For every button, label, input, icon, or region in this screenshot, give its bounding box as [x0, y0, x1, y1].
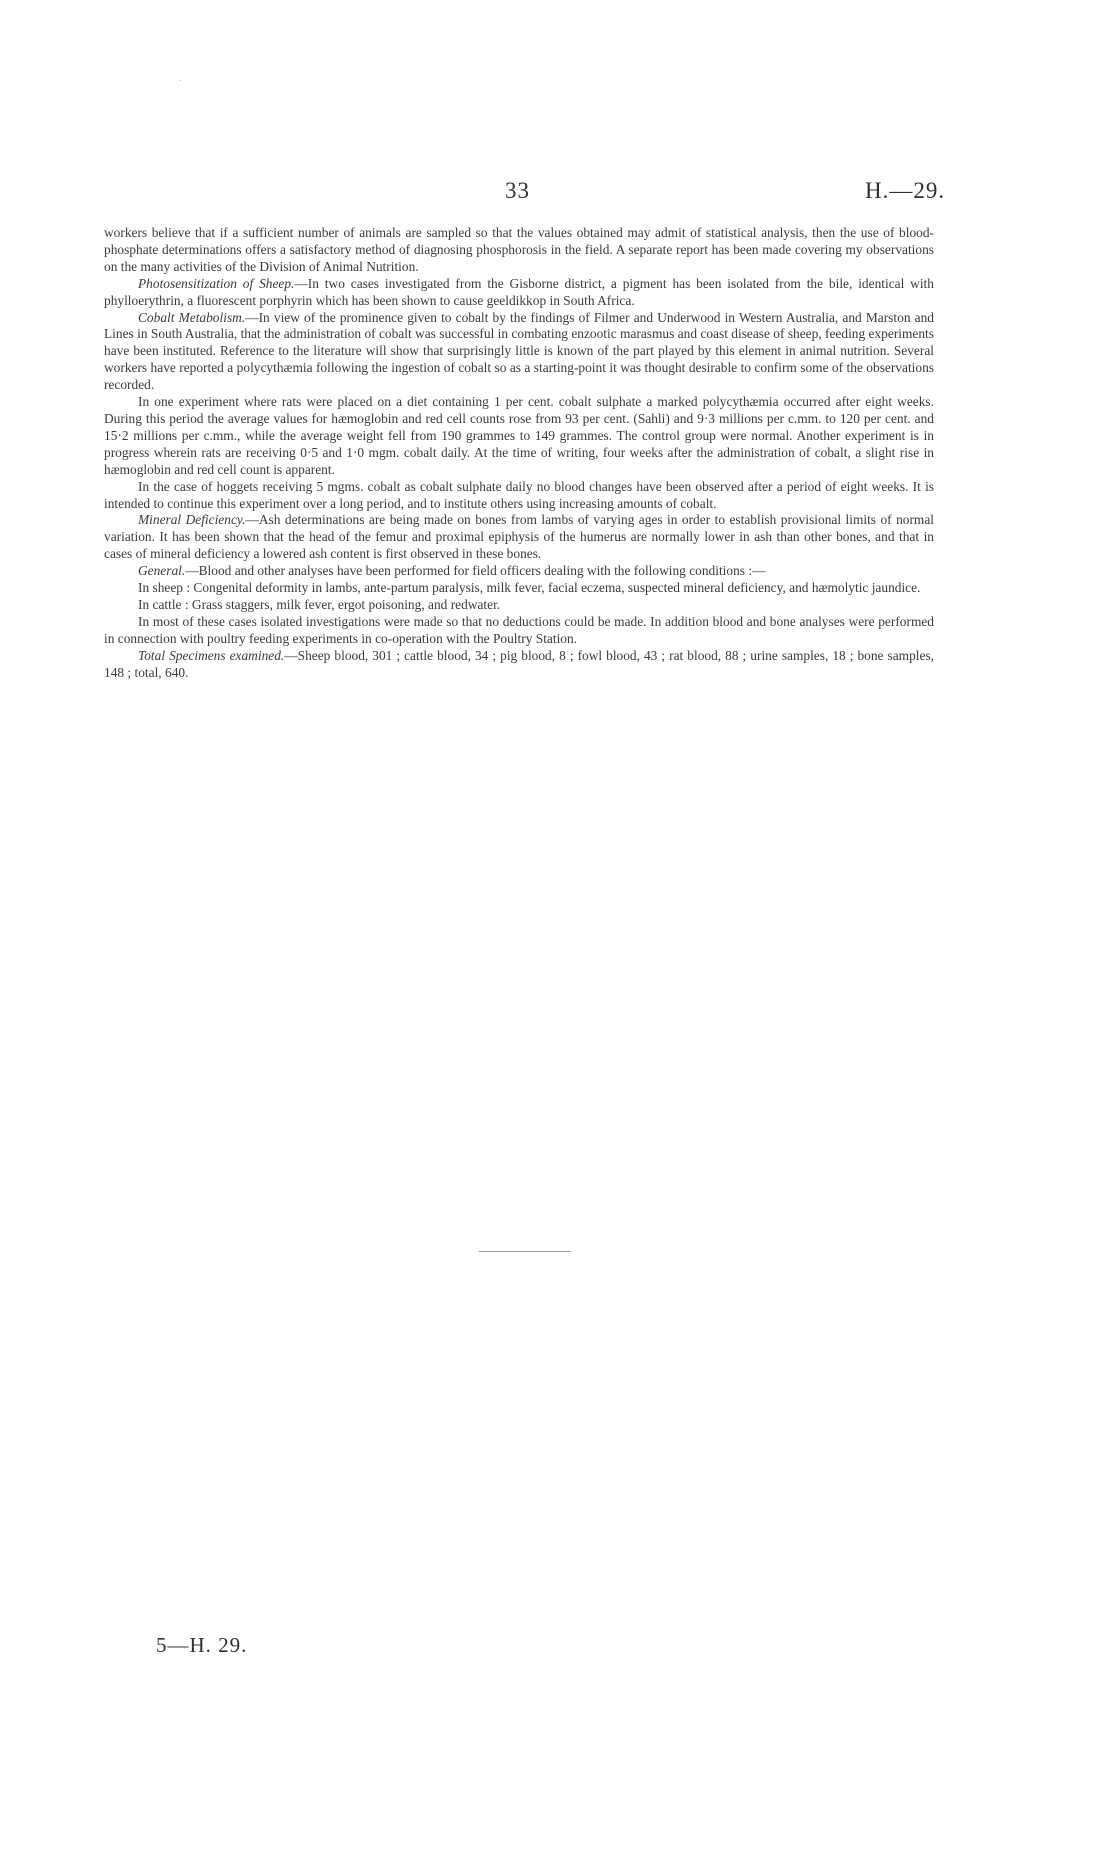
paragraph-text: In sheep : Congenital deformity in lambs, ante-partum paralysis, milk fever, facial eczema, suspected mineral deficiency, and hæmolytic jaundice.	[138, 580, 921, 596]
document-reference: H.—29.	[865, 178, 946, 203]
paragraph-rat-experiment	[104, 394, 934, 479]
paragraph-text: In cattle : Grass staggers, milk fever, ergot poisoning, and redwater.	[138, 596, 501, 612]
paragraph-phosphorosis-continued	[104, 225, 934, 276]
paragraph-text: —Sheep blood, 301 ; cattle blood, 34 ; pig blood, 8 ; fowl blood, 43 ; rat blood, 88 ; urine samples, 18 ; bone samples, 148 ; total, 640.	[104, 647, 934, 680]
section-heading: Total Specimens examined.	[138, 647, 285, 663]
paragraph-cobalt-metabolism	[104, 310, 934, 395]
scan-speck	[180, 80, 181, 81]
page-number: 33	[505, 178, 530, 203]
section-heading: Cobalt Metabolism.	[138, 309, 246, 325]
section-heading: Mineral Deficiency.	[138, 512, 246, 528]
paragraph-text: —Blood and other analyses have been performed for field officers dealing with the following conditions :—	[185, 563, 766, 579]
paragraph-isolated-investigations	[104, 614, 934, 648]
paragraph-cattle-conditions	[104, 597, 934, 614]
paragraph-text: In most of these cases isolated investigations were made so that no deductions could be made. In addition blood and bone analyses were performed in connection with poultry feeding experiments in co-operation with the Poultry Station.	[104, 613, 934, 646]
paragraph-text: In the case of hoggets receiving 5 mgms. cobalt as cobalt sulphate daily no blood changes have been observed after a period of eight weeks. It is intended to continue this experiment over a long period, and to institute others using increasing amounts of cobalt.	[104, 478, 934, 511]
paragraph-text: —In two cases investigated from the Gisborne district, a pigment has been isolated from the bile, identical with phylloerythrin, a fluorescent porphyrin which has been shown to cause geeldikkop in South Africa.	[104, 275, 934, 308]
paragraph-text: workers believe that if a sufficient number of animals are sampled so that the values obtained may admit of statistical analysis, then the use of blood-phosphate determinations offers a satisfactory method of diagnosing phosphorosis in the field. A separate report has been made covering my observations on the many activities of the Division of Animal Nutrition.	[104, 225, 934, 274]
section-heading: Photosensitization of Sheep.	[138, 275, 295, 291]
paragraph-mineral-deficiency	[104, 512, 934, 563]
paragraph-text: In one experiment where rats were placed on a diet containing 1 per cent. cobalt sulphate a marked polycythæmia occurred after eight weeks. During this period the average values for hæmoglobin and red cell counts rose from 93 per cent. (Sahli) and 9·3 millions per c.mm. to 120 per cent. and 15·2 millions per c.mm., while the average weight fell from 190 grammes to 149 grammes. The control group were normal. Another experiment is in progress wherein rats are receiving 0·5 and 1·0 mgm. cobalt daily. At the time of writing, four weeks after the administration of cobalt, a slight rise in hæmoglobin and red cell count is apparent.	[104, 394, 934, 477]
paragraph-hoggets	[104, 479, 934, 513]
paragraph-sheep-conditions	[104, 580, 934, 597]
footer-code: 5—H. 29.	[156, 1633, 248, 1657]
section-heading: General.	[138, 563, 186, 579]
paragraph-text: —Ash determinations are being made on bones from lambs of varying ages in order to establish provisional limits of normal variation. It has been shown that the head of the femur and proximal epiphysis of the humerus are normally lower in ash than other bones, and that in cases of mineral deficiency a lowered ash content is first observed in these bones.	[104, 512, 935, 562]
paragraph-total-specimens	[104, 648, 934, 682]
section-divider	[479, 1251, 571, 1252]
paragraph-text: —In view of the prominence given to cobalt by the findings of Filmer and Underwood in Western Australia, and Marston and Lines in South Australia, that the administration of cobalt was successful in combating enzootic marasmus and coast disease of sheep, feeding experiments have been instituted. Reference to the literature will show that surprisingly little is known of the part played by this element in animal nutrition. Several workers have reported a polycythæmia following the ingestion of cobalt so as a starting-point it was thought desirable to confirm some of the observations recorded.	[104, 309, 934, 393]
report-body	[104, 225, 934, 681]
paragraph-general	[104, 563, 934, 580]
paragraph-photosensitization	[104, 276, 934, 310]
